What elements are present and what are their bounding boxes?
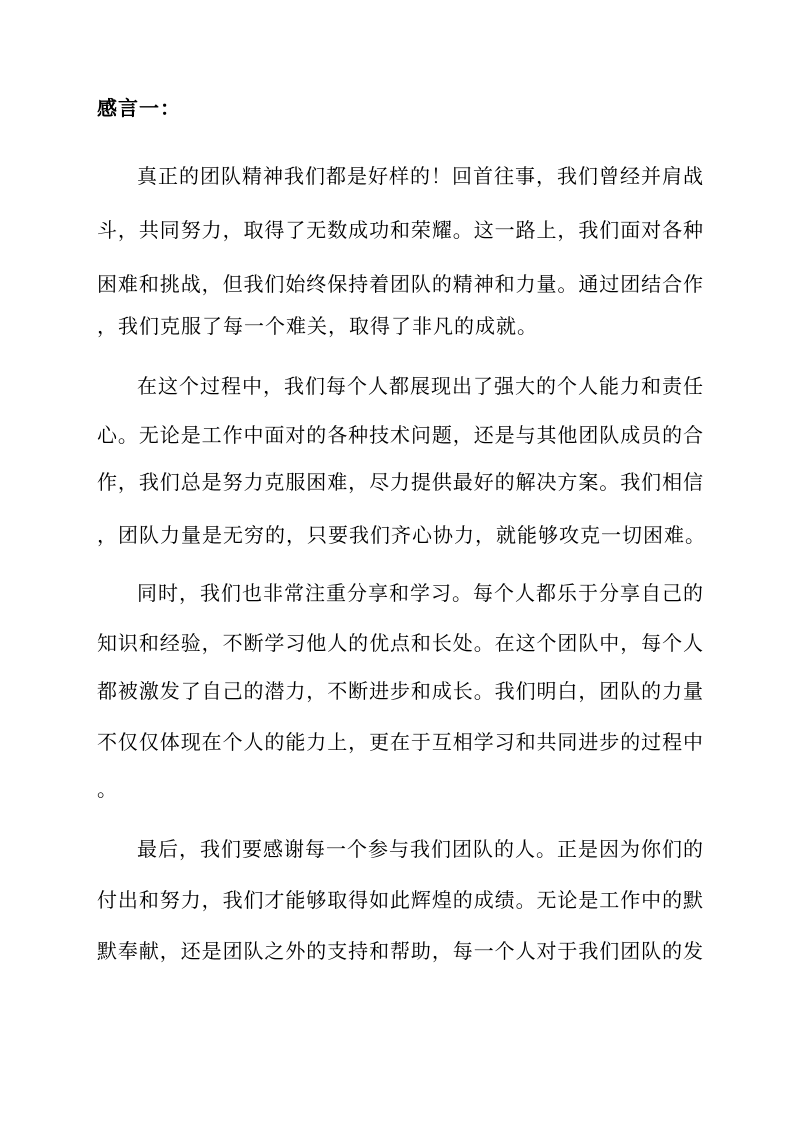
paragraph-2-line-1: 在这个过程中，我们每个人都展现出了强大的个人能力和责任 — [137, 374, 703, 398]
paragraph-1-line-1: 真正的团队精神我们都是好样的！回首往事，我们曾经并肩战 — [137, 164, 703, 188]
paragraph-3-line-5: 。 — [97, 777, 118, 801]
paragraph-3-line-1: 同时，我们也非常注重分享和学习。每个人都乐于分享自己的 — [137, 581, 703, 605]
paragraph-1-line-2: 斗，共同努力，取得了无数成功和荣耀。这一路上，我们面对各种 — [97, 218, 703, 242]
paragraph-2-line-2: 心。无论是工作中面对的各种技术问题，还是与其他团队成员的合 — [97, 423, 703, 447]
paragraph-4-line-2: 付出和努力，我们才能够取得如此辉煌的成绩。无论是工作中的默 — [97, 888, 703, 912]
section-heading: 感言一： — [97, 96, 181, 120]
paragraph-1-line-4: ，我们克服了每一个难关，取得了非凡的成就。 — [97, 314, 538, 338]
paragraph-1-line-3: 困难和挑战，但我们始终保持着团队的精神和力量。通过团结合作 — [97, 272, 703, 296]
paragraph-3-line-4: 不仅仅体现在个人的能力上，更在于互相学习和共同进步的过程中 — [97, 730, 703, 754]
paragraph-2-line-3: 作，我们总是努力克服困难，尽力提供最好的解决方案。我们相信 — [97, 470, 703, 494]
paragraph-2-line-4: ，团队力量是无穷的，只要我们齐心协力，就能够攻克一切困难。 — [97, 523, 706, 547]
paragraph-4-line-1: 最后，我们要感谢每一个参与我们团队的人。正是因为你们的 — [137, 837, 703, 861]
paragraph-4-line-3: 默奉献，还是团队之外的支持和帮助，每一个人对于我们团队的发 — [97, 939, 703, 963]
paragraph-3-line-3: 都被激发了自己的潜力，不断进步和成长。我们明白，团队的力量 — [97, 679, 703, 703]
paragraph-3-line-2: 知识和经验，不断学习他人的优点和长处。在这个团队中，每个人 — [97, 631, 703, 655]
